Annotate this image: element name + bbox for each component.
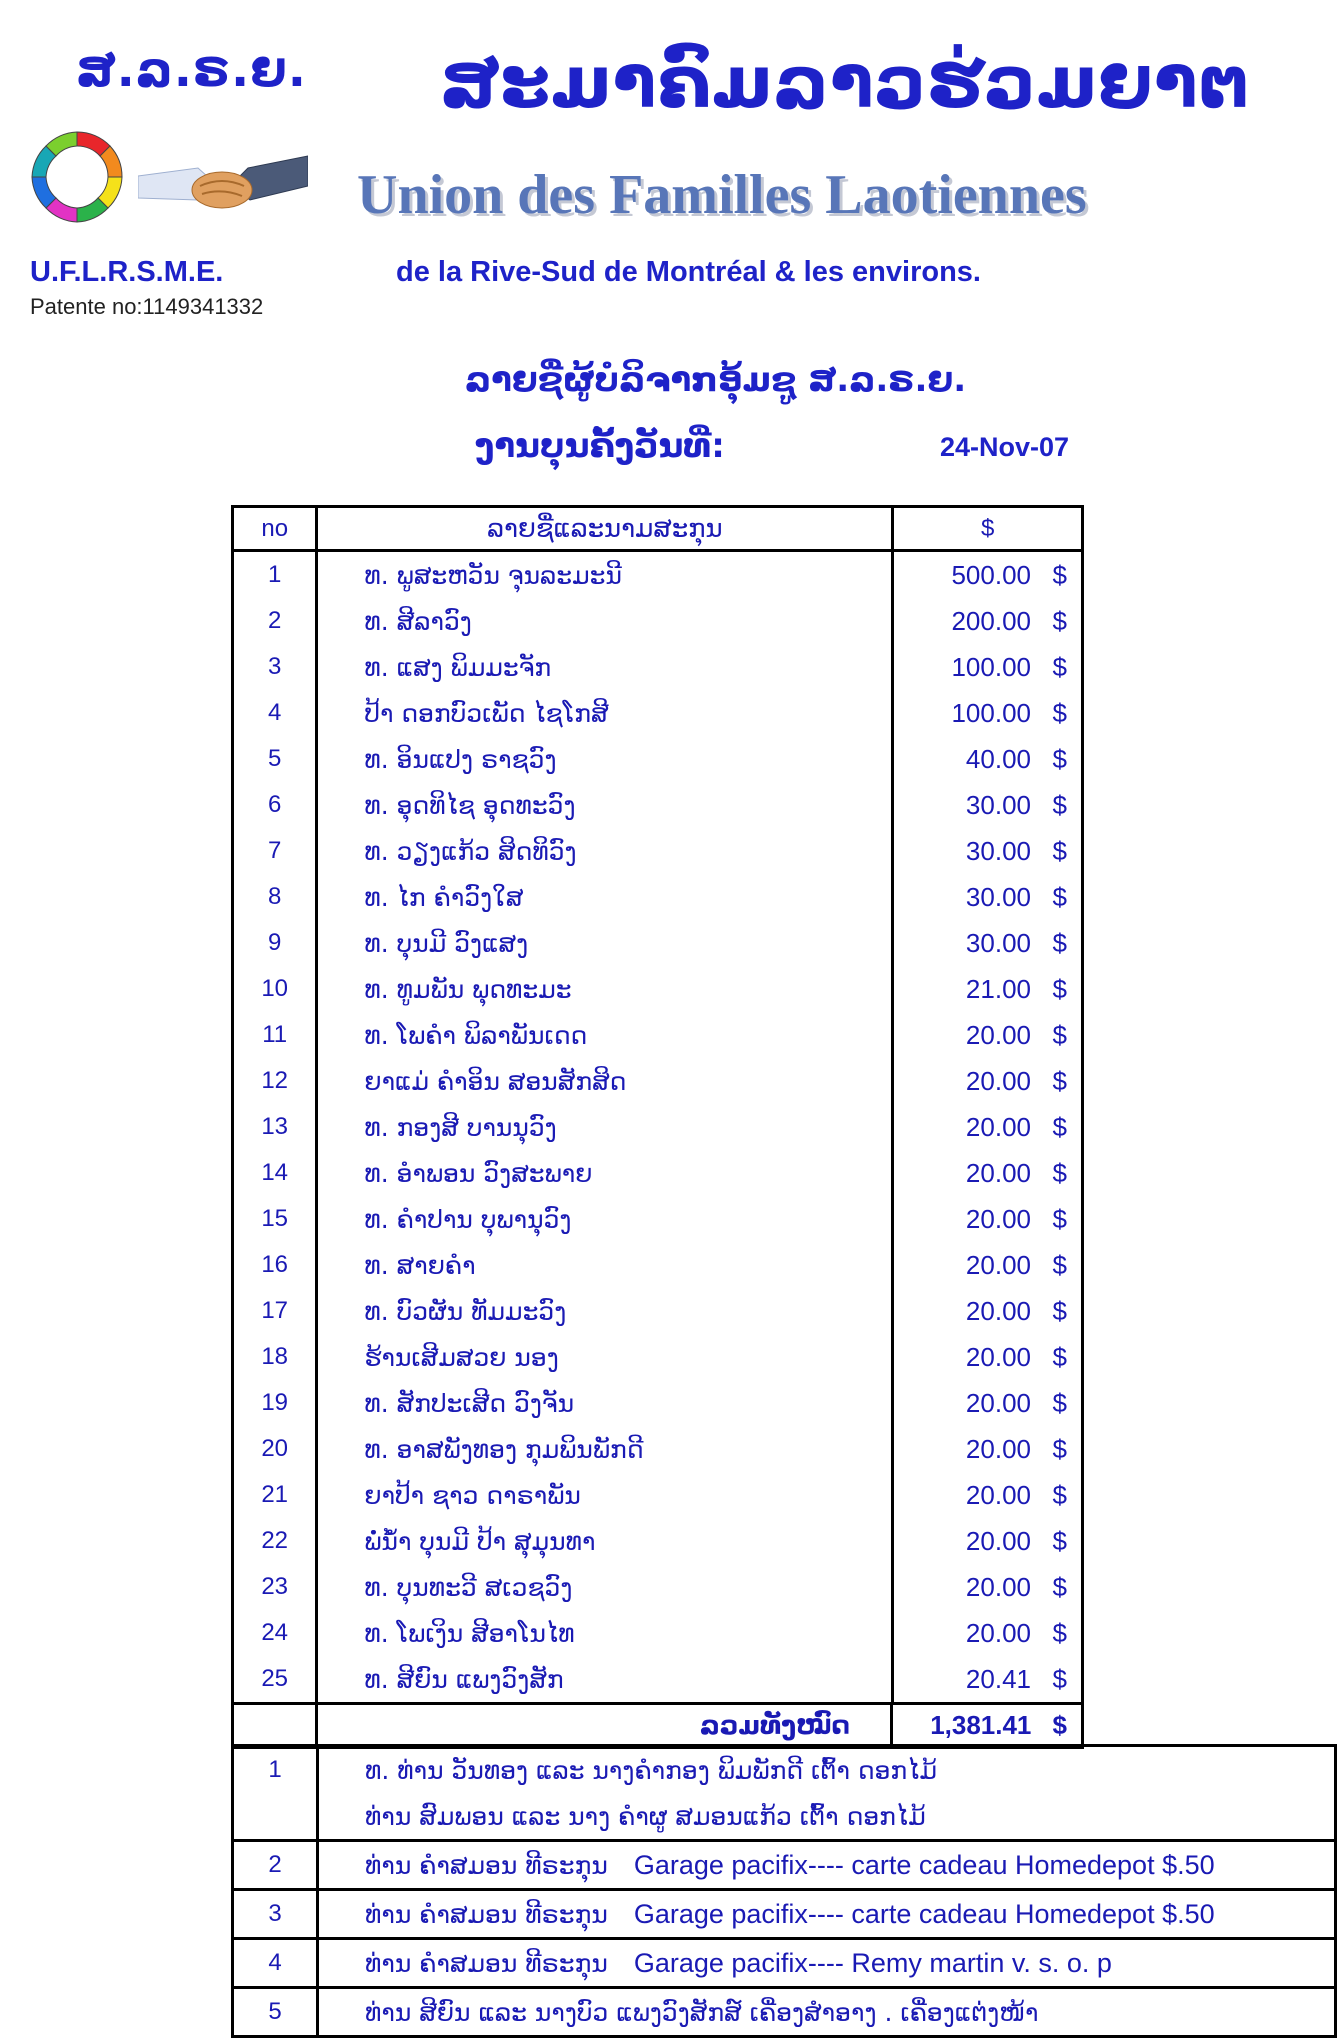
row-amount-cell: [894, 690, 1081, 736]
row-amount: 20.00: [965, 1065, 1031, 1096]
row-name: ທ. ບຸນທະວີ ສເວຊວົງ: [318, 1564, 894, 1610]
row-name: ທ. ໄກ ຄໍາວົງໃສ: [318, 874, 894, 920]
table-row: [234, 966, 1081, 1012]
gift-no: 4: [268, 1949, 282, 1976]
row-amount-cell: [894, 1564, 1081, 1610]
row-no: 9: [234, 920, 318, 966]
row-amount: 20.00: [965, 1111, 1031, 1142]
row-name: ທ. ກອງສີ ບານນຸວົງ: [318, 1104, 894, 1150]
row-currency: $: [1052, 743, 1067, 774]
row-name: ທ. ໂພເງິນ ສີອາໂນໄທ: [318, 1610, 894, 1656]
row-no: 24: [234, 1610, 318, 1656]
row-amount-cell: [894, 1288, 1081, 1334]
table-row: [234, 1472, 1081, 1518]
row-amount-cell: [894, 1058, 1081, 1104]
row-amount: 200.00: [951, 605, 1031, 636]
row-no: 8: [234, 874, 318, 920]
table-row: [234, 920, 1081, 966]
table-row: [234, 598, 1081, 644]
row-amount: 20.00: [965, 1617, 1031, 1648]
header-no: no: [234, 508, 318, 549]
row-name: ທ. ແສງ ພິມມະຈັກ: [318, 644, 894, 690]
event-date: 24-Nov-07: [940, 432, 1070, 462]
row-amount: 100.00: [951, 651, 1031, 682]
table-row: [234, 1564, 1081, 1610]
table-row: [234, 1242, 1081, 1288]
row-amount: 500.00: [951, 559, 1031, 590]
row-no: 20: [234, 1426, 318, 1472]
row-currency: $: [1052, 559, 1067, 590]
table-row: [234, 736, 1081, 782]
gift-text-col: [319, 1747, 1334, 1839]
row-currency: $: [1052, 1479, 1067, 1510]
row-currency: $: [1052, 1065, 1067, 1096]
row-currency: $: [1052, 1249, 1067, 1280]
gift-line-lao: ທ. ທ່ານ ວັນທອງ ແລະ ນາງຄໍາກອງ ພິມພັກດີ ເຕົ້າ ດອກໄມ້: [365, 1755, 938, 1785]
table-row: [234, 1426, 1081, 1472]
row-currency: $: [1052, 1111, 1067, 1142]
row-currency: $: [1052, 881, 1067, 912]
header-amount: $: [980, 514, 995, 542]
gift-line-lao: ທ່ານ ຄໍາສມອນ ທີຣະກຸນ: [365, 1948, 608, 1978]
gift-no-col: [234, 1989, 319, 2035]
gifts-table: [231, 1744, 1337, 2038]
table-body: [234, 552, 1081, 1702]
row-amount-cell: [894, 1426, 1081, 1472]
row-currency: $: [1052, 1341, 1067, 1372]
row-amount-cell: [894, 828, 1081, 874]
row-amount-cell: [894, 1656, 1081, 1702]
gift-line: [319, 1891, 1334, 1937]
gift-text-col: [319, 1891, 1334, 1937]
row-amount: 30.00: [965, 835, 1031, 866]
table-row: [234, 1150, 1081, 1196]
row-no: 6: [234, 782, 318, 828]
row-currency: $: [1052, 1433, 1067, 1464]
row-name: ປ້າ ດອກບົວເພັດ ໄຊໂກສີ: [318, 690, 894, 736]
row-no: 22: [234, 1518, 318, 1564]
table-row: [234, 1518, 1081, 1564]
gift-line: [319, 1989, 1334, 2035]
row-amount: 20.00: [965, 1019, 1031, 1050]
row-no: 5: [234, 736, 318, 782]
event-date-label: ງານບຸນຄັ້ງວັນທີ່:: [475, 426, 725, 466]
org-abbreviation-french: U.F.L.R.S.M.E.: [30, 256, 224, 288]
gift-no: 3: [268, 1900, 282, 1927]
row-no: 1: [234, 552, 318, 598]
row-name: ທ. ບົວຜັນ ທັມມະວົງ: [318, 1288, 894, 1334]
row-name: ທ. ຄໍາປານ ບຸພານຸວົງ: [318, 1196, 894, 1242]
row-no: 23: [234, 1564, 318, 1610]
row-amount-cell: [894, 1472, 1081, 1518]
row-no: 17: [234, 1288, 318, 1334]
row-amount: 30.00: [965, 881, 1031, 912]
row-amount: 21.00: [965, 973, 1031, 1004]
row-name: ທ. ສັກປະເສີດ ວົງຈັນ: [318, 1380, 894, 1426]
row-amount: 20.00: [965, 1571, 1031, 1602]
row-currency: $: [1052, 973, 1067, 1004]
total-currency: $: [1052, 1710, 1067, 1740]
table-row: [234, 1610, 1081, 1656]
gift-no-col: [234, 1747, 319, 1839]
row-amount-cell: [894, 874, 1081, 920]
row-amount-cell: [894, 1380, 1081, 1426]
row-amount: 20.00: [965, 1157, 1031, 1188]
table-row: [234, 1196, 1081, 1242]
row-currency: $: [1052, 1663, 1067, 1694]
table-row: [234, 874, 1081, 920]
row-no: 3: [234, 644, 318, 690]
org-name-french: Union des Familles Laotiennes: [357, 164, 1087, 226]
row-no: 19: [234, 1380, 318, 1426]
row-name: ທ. ອຸດທິໄຊ ອຸດທະວົງ: [318, 782, 894, 828]
row-no: 10: [234, 966, 318, 1012]
row-amount: 20.00: [965, 1479, 1031, 1510]
table-row: [234, 1012, 1081, 1058]
row-amount-cell: [894, 1518, 1081, 1564]
row-name: ຍາປ້າ ຊາວ ດາຣາພັນ: [318, 1472, 894, 1518]
row-name: ທ. ໂພຄໍາ ພິລາພັນເດດ: [318, 1012, 894, 1058]
gift-line-lao: ທ່ານ ຄໍາສມອນ ທີຣະກຸນ: [365, 1899, 608, 1929]
row-no: 21: [234, 1472, 318, 1518]
row-amount: 30.00: [965, 789, 1031, 820]
gift-block: [234, 1891, 1334, 1940]
gift-line: [319, 1842, 1334, 1888]
gift-line: [319, 1940, 1334, 1986]
row-amount-cell: [894, 644, 1081, 690]
row-amount-cell: [894, 1196, 1081, 1242]
row-currency: $: [1052, 927, 1067, 958]
row-name: ພໍ່ນ້ໍາ ບຸນມີ ປ້າ ສຸມຸນທາ: [318, 1518, 894, 1564]
row-name: ທ. ອິນແປງ ຣາຊວົງ: [318, 736, 894, 782]
gift-text-col: [319, 1989, 1334, 2035]
org-abbreviation-lao: ສ.ລ.ຣ.ຍ.: [76, 42, 307, 98]
handshake-icon: [138, 146, 308, 222]
row-amount-cell: [894, 1242, 1081, 1288]
row-amount: 20.00: [965, 1203, 1031, 1234]
table-row: [234, 1288, 1081, 1334]
table-row: [234, 552, 1081, 598]
table-row: [234, 1380, 1081, 1426]
row-amount: 20.00: [965, 1295, 1031, 1326]
row-no: 14: [234, 1150, 318, 1196]
donors-list-title: ລາຍຊື່ຜູ້ບໍລິຈາກອຸ້ມຊູ ສ.ລ.ຣ.ຍ.: [465, 360, 967, 400]
row-currency: $: [1052, 1387, 1067, 1418]
gift-line: [319, 1747, 1334, 1793]
total-amount-cell: [893, 1705, 1081, 1746]
total-row: [234, 1702, 1081, 1746]
row-no: 18: [234, 1334, 318, 1380]
row-amount-cell: [894, 920, 1081, 966]
row-currency: $: [1052, 1295, 1067, 1326]
row-currency: $: [1052, 651, 1067, 682]
gift-block: [234, 1940, 1334, 1989]
table-row: [234, 644, 1081, 690]
gift-text-col: [319, 1940, 1334, 1986]
row-amount: 30.00: [965, 927, 1031, 958]
table-row: [234, 782, 1081, 828]
row-amount: 20.00: [965, 1249, 1031, 1280]
row-amount-cell: [894, 598, 1081, 644]
row-no: 4: [234, 690, 318, 736]
row-amount-cell: [894, 1012, 1081, 1058]
row-no: 11: [234, 1012, 318, 1058]
total-label: ລວມທັງໝົດ: [318, 1705, 893, 1746]
row-currency: $: [1052, 1617, 1067, 1648]
gift-line-lao: ທ່ານ ສົມພອນ ແລະ ນາງ ຄໍາຜູ ສມອນແກ້ວ ເຕົ້າ ດອກໄມ້: [365, 1801, 926, 1831]
row-amount-cell: [894, 1610, 1081, 1656]
gift-line-lao: ທ່ານ ຄໍາສມອນ ທີຣະກຸນ: [365, 1850, 608, 1880]
gift-block: [234, 1747, 1334, 1842]
row-currency: $: [1052, 1157, 1067, 1188]
row-amount: 20.41: [965, 1663, 1031, 1694]
row-name: ທ. ອໍາພອນ ວົງສະພາຍ: [318, 1150, 894, 1196]
gift-line-latin: Garage pacifix---- Remy martin v. s. o. p: [633, 1947, 1112, 1978]
row-amount-cell: [894, 782, 1081, 828]
gift-no-col: [234, 1891, 319, 1937]
org-name-lao: ສະມາຄົມລາວຮ່ວມຍາຕ: [440, 40, 1251, 124]
patente-number: Patente no:1149341332: [30, 294, 264, 319]
row-currency: $: [1052, 1571, 1067, 1602]
donations-table: [231, 505, 1084, 1749]
row-amount: 20.00: [965, 1525, 1031, 1556]
gift-block: [234, 1842, 1334, 1891]
row-name: ທ. ສີຍົນ ແພງວົງສັກ: [318, 1656, 894, 1702]
row-amount-cell: [894, 966, 1081, 1012]
row-currency: $: [1052, 1525, 1067, 1556]
total-amount: 1,381.41: [930, 1710, 1032, 1740]
total-no-cell: [234, 1705, 318, 1746]
header-name: ລາຍຊື່ແລະນາມສະກຸນ: [318, 508, 894, 549]
gift-line-lao: ທ່ານ ສີຍົນ ແລະ ນາງບົວ ແພງວົງສັກສ໌ ເຄື່ອງສໍາອາງ . ເຄື່ອງແຕ່ງໜ້າ: [365, 1997, 1039, 2027]
table-row: [234, 1334, 1081, 1380]
row-currency: $: [1052, 835, 1067, 866]
table-header-row: [234, 508, 1081, 552]
row-name: ທ. ບຸນມີ ວົງແສງ: [318, 920, 894, 966]
row-currency: $: [1052, 605, 1067, 636]
row-amount: 20.00: [965, 1433, 1031, 1464]
gift-no: 1: [268, 1756, 282, 1783]
gift-line-latin: Garage pacifix---- carte cadeau Homedepot $.50: [633, 1849, 1215, 1880]
row-currency: $: [1052, 789, 1067, 820]
row-name: ທ. ອາສພັງທອງ ກຸມພິນພັກດີ: [318, 1426, 894, 1472]
row-amount: 40.00: [965, 743, 1031, 774]
table-row: [234, 828, 1081, 874]
table-row: [234, 1104, 1081, 1150]
row-amount-cell: [894, 1334, 1081, 1380]
row-amount: 20.00: [965, 1387, 1031, 1418]
row-no: 16: [234, 1242, 318, 1288]
row-name: ທ. ສີລາວົງ: [318, 598, 894, 644]
gift-line: [319, 1793, 1334, 1839]
row-no: 12: [234, 1058, 318, 1104]
gift-no-col: [234, 1940, 319, 1986]
org-subtitle-french: de la Rive-Sud de Montréal & les environs.: [396, 256, 981, 288]
gift-text-col: [319, 1842, 1334, 1888]
row-no: 7: [234, 828, 318, 874]
row-amount-cell: [894, 1104, 1081, 1150]
gift-no: 2: [268, 1851, 282, 1878]
row-amount-cell: [894, 1150, 1081, 1196]
circular-arrows-logo-icon: [28, 128, 126, 226]
row-name: ຮ້ານເສີມສວຍ ນອງ: [318, 1334, 894, 1380]
row-no: 25: [234, 1656, 318, 1702]
row-no: 2: [234, 598, 318, 644]
row-amount-cell: [894, 736, 1081, 782]
table-row: [234, 690, 1081, 736]
table-row: [234, 1058, 1081, 1104]
row-amount: 100.00: [951, 697, 1031, 728]
row-name: ທ. ພູສະຫວັນ ຈຸນລະມະນີ: [318, 552, 894, 598]
row-name: ທ. ວຽງແກ້ວ ສິດທິວົງ: [318, 828, 894, 874]
row-name: ຍາແມ່ ຄໍາອິນ ສອນສັກສິດ: [318, 1058, 894, 1104]
gift-no-col: [234, 1842, 319, 1888]
row-name: ທ. ທູມພັນ ພຸດທະມະ: [318, 966, 894, 1012]
gift-line-latin: Garage pacifix---- carte cadeau Homedepot $.50: [633, 1898, 1215, 1929]
row-name: ທ. ສາຍຄໍາ: [318, 1242, 894, 1288]
gift-block: [234, 1989, 1334, 2035]
row-currency: $: [1052, 1019, 1067, 1050]
row-currency: $: [1052, 1203, 1067, 1234]
row-amount-cell: [894, 552, 1081, 598]
table-row: [234, 1656, 1081, 1702]
gift-no: 5: [268, 1998, 282, 2025]
row-no: 13: [234, 1104, 318, 1150]
row-amount: 20.00: [965, 1341, 1031, 1372]
row-no: 15: [234, 1196, 318, 1242]
row-currency: $: [1052, 697, 1067, 728]
